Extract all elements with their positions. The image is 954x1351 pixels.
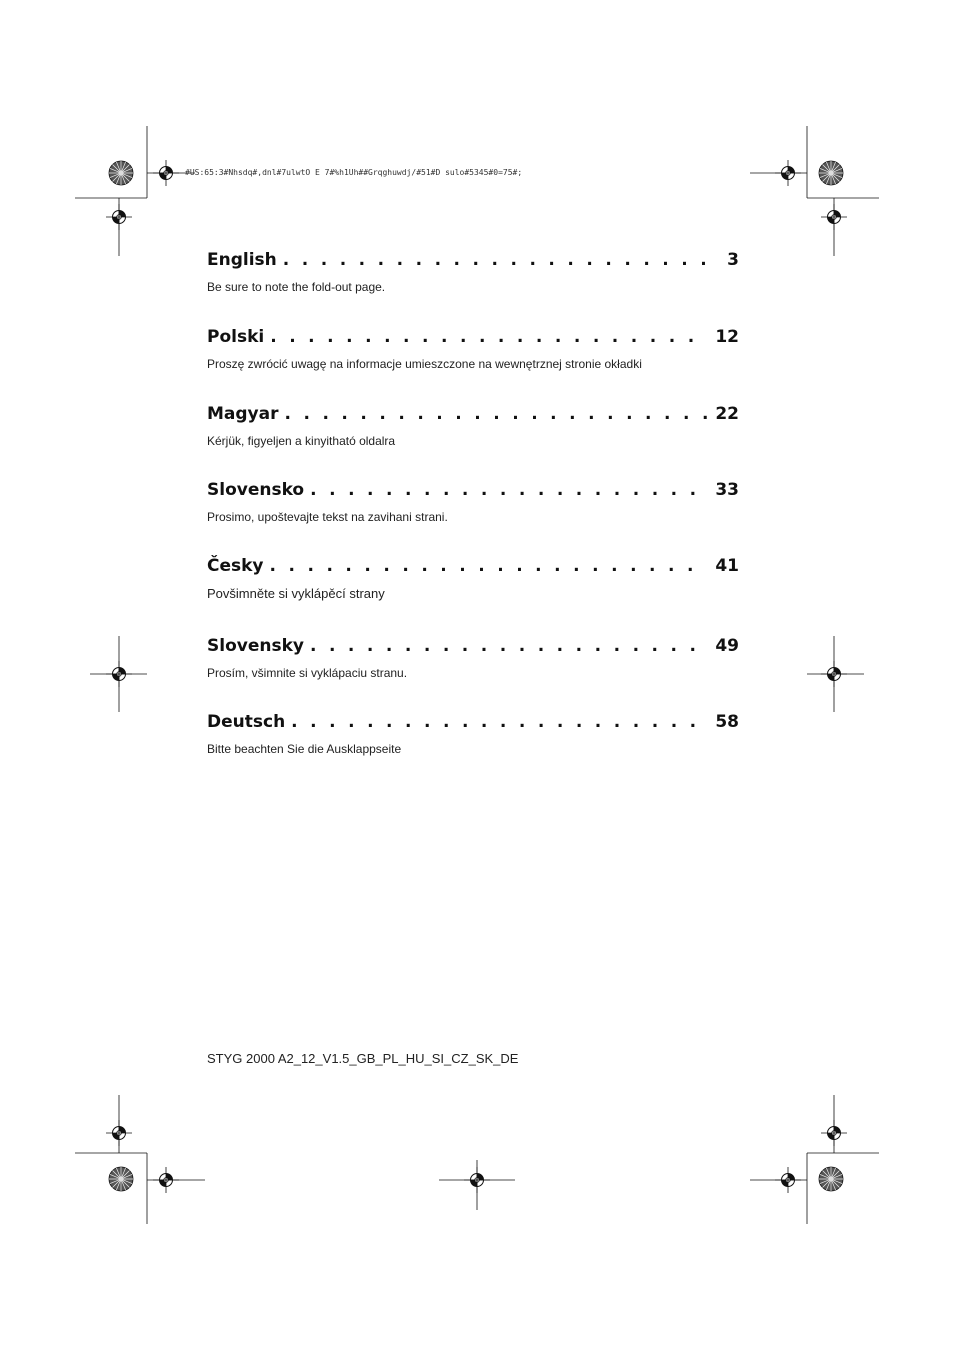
color-target-bottom-right	[819, 1167, 843, 1191]
toc-note: Be sure to note the fold-out page.	[207, 280, 386, 294]
dot-leader	[291, 712, 707, 732]
color-target-top-left	[109, 161, 133, 185]
toc-page-number: 12	[715, 327, 739, 347]
document-code-footer: STYG 2000 A2_12_V1.5_GB_PL_HU_SI_CZ_SK_DE	[207, 1051, 519, 1066]
registration-mark	[821, 1120, 847, 1146]
toc-note: Prosimo, upoštevajte tekst na zavihani strani.	[207, 510, 448, 524]
registration-mark	[821, 661, 847, 687]
toc-page-number: 33	[715, 480, 739, 500]
registration-mark	[153, 160, 179, 186]
toc-page-number: 41	[715, 556, 739, 576]
toc-title: Česky	[207, 556, 264, 576]
toc-note: Povšimněte si vyklápěcí strany	[207, 586, 385, 601]
toc-note: Bitte beachten Sie die Ausklappseite	[207, 742, 402, 756]
toc-title: Polski	[207, 327, 265, 347]
registration-mark	[153, 1167, 179, 1193]
dot-leader	[285, 404, 708, 424]
print-slug: #US:65:3#Nhsdq#,dnl#7ulwtO E 7#%h1Uh##Grqghuwdj/#51#D sulo#5345#0=75#;	[185, 168, 523, 177]
toc-note: Prosím, všimnite si vyklápaciu stranu.	[207, 666, 408, 680]
toc-title: Magyar	[207, 404, 279, 424]
toc-note: Proszę zwrócić uwagę na informacje umieszczone na wewnętrznej stronie okładki	[207, 357, 642, 371]
toc-title: English	[207, 250, 277, 270]
toc-entry-slovensko[interactable]	[207, 480, 739, 524]
toc-page-number: 58	[715, 712, 739, 732]
toc-title: Deutsch	[207, 712, 286, 732]
registration-mark	[821, 204, 847, 230]
registration-mark	[464, 1167, 490, 1193]
toc-page-number: 49	[715, 636, 739, 656]
dot-leader	[270, 556, 708, 576]
toc-entry-slovensky[interactable]	[207, 636, 739, 680]
toc-entry-english[interactable]	[207, 250, 739, 294]
registration-mark	[106, 661, 132, 687]
toc-entry-polski[interactable]	[207, 327, 739, 371]
toc-page-number: 3	[727, 250, 739, 270]
dot-leader	[283, 250, 719, 270]
toc-entry-magyar[interactable]	[207, 404, 739, 448]
dot-leader	[310, 636, 707, 656]
toc-note: Kérjük, figyeljen a kinyitható oldalra	[207, 434, 396, 448]
registration-mark	[106, 204, 132, 230]
color-target-top-right	[819, 161, 843, 185]
toc-title: Slovensky	[207, 636, 304, 656]
toc-entry-deutsch[interactable]	[207, 712, 739, 756]
toc-entry-cesky[interactable]	[207, 556, 739, 601]
color-target-bottom-left	[109, 1167, 133, 1191]
toc-title: Slovensko	[207, 480, 305, 500]
registration-mark	[775, 160, 801, 186]
dot-leader	[310, 480, 707, 500]
toc-page-number: 22	[715, 404, 739, 424]
dot-leader	[270, 327, 707, 347]
registration-mark	[106, 1120, 132, 1146]
registration-mark	[775, 1167, 801, 1193]
